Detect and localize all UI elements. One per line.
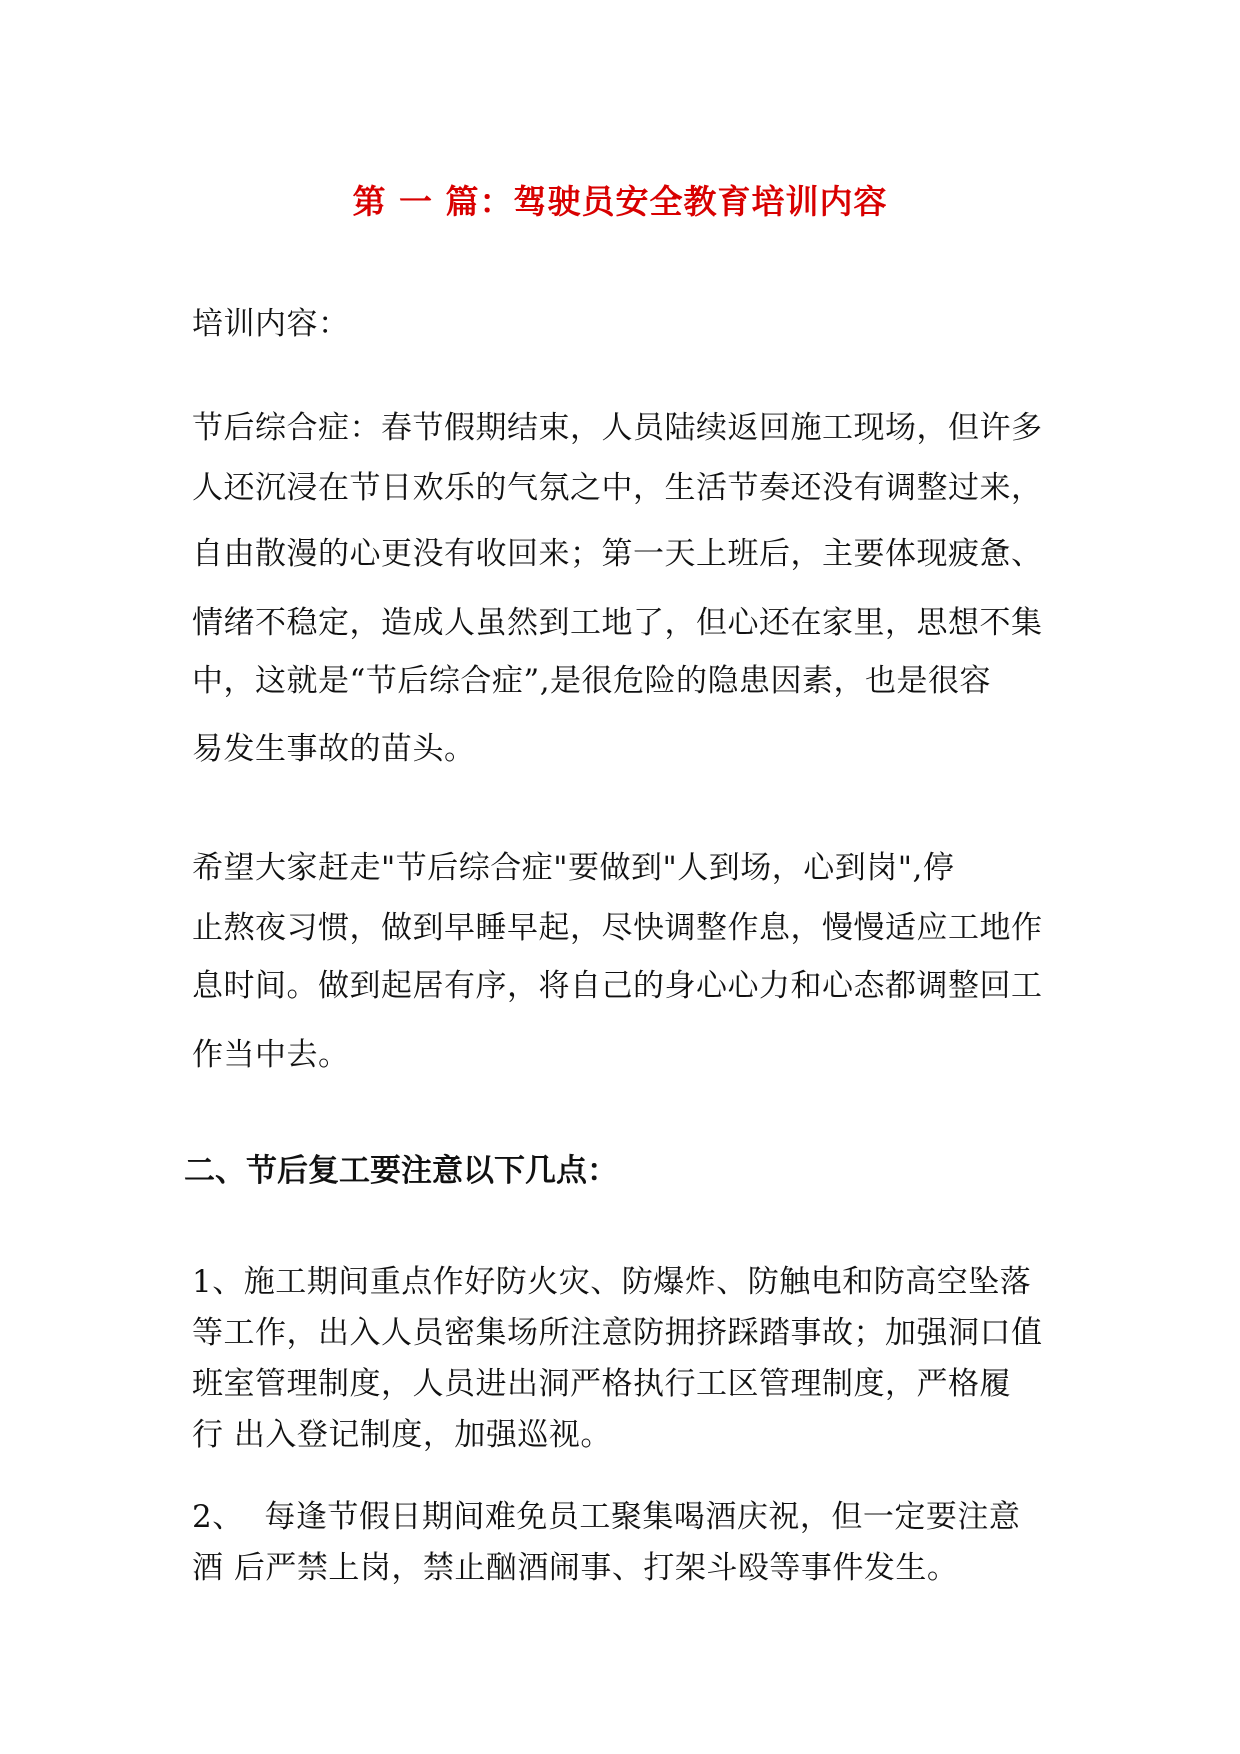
item1-line: 班室管理制度，人员进出洞严格执行工区管理制度，严格履 (192, 1366, 1011, 1402)
paragraph1-line: 自由散漫的心更没有收回来；第一天上班后，主要体现疲惫、 (192, 536, 1043, 572)
paragraph1-line: 中，这就是“节后综合症”,是很危险的隐患因素，也是很容 (192, 663, 992, 699)
paragraph1-line: 易发生事故的苗头。 (192, 731, 476, 767)
paragraph1-line: 人还沉浸在节日欢乐的气氛之中，生活节奏还没有调整过来， (192, 470, 1043, 506)
item1-line: 等工作，出入人员密集场所注意防拥挤踩踏事故；加强洞口值 (192, 1315, 1043, 1351)
paragraph2-line: 希望大家赶走"节后综合症"要做到"人到场，心到岗",停 (192, 850, 955, 886)
paragraph2-line: 作当中去。 (192, 1037, 350, 1073)
intro-label: 培训内容： (192, 306, 350, 342)
item2-line: 2、 每逢节假日期间难免员工聚集喝酒庆祝，但一定要注意 (192, 1499, 1021, 1535)
paragraph2-line: 止熬夜习惯，做到早睡早起，尽快调整作息，慢慢适应工地作 (192, 910, 1043, 946)
paragraph2-line: 息时间。做到起居有序，将自己的身心心力和心态都调整回工 (192, 968, 1043, 1004)
item1-line: 1、施工期间重点作好防火灾、防爆炸、防触电和防高空坠落 (192, 1264, 1032, 1300)
paragraph1-line: 情绪不稳定，造成人虽然到工地了，但心还在家里，思想不集 (192, 605, 1043, 641)
paragraph1-line: 节后综合症：春节假期结束，人员陆续返回施工现场，但许多 (192, 410, 1043, 446)
section-heading: 二、节后复工要注意以下几点： (184, 1153, 618, 1189)
document-title: 第 一 篇：驾驶员安全教育培训内容 (352, 182, 888, 221)
item1-line: 行 出入登记制度，加强巡视。 (192, 1417, 612, 1453)
item2-line: 酒 后严禁上岗，禁止酗酒闹事、打架斗殴等事件发生。 (192, 1550, 959, 1586)
